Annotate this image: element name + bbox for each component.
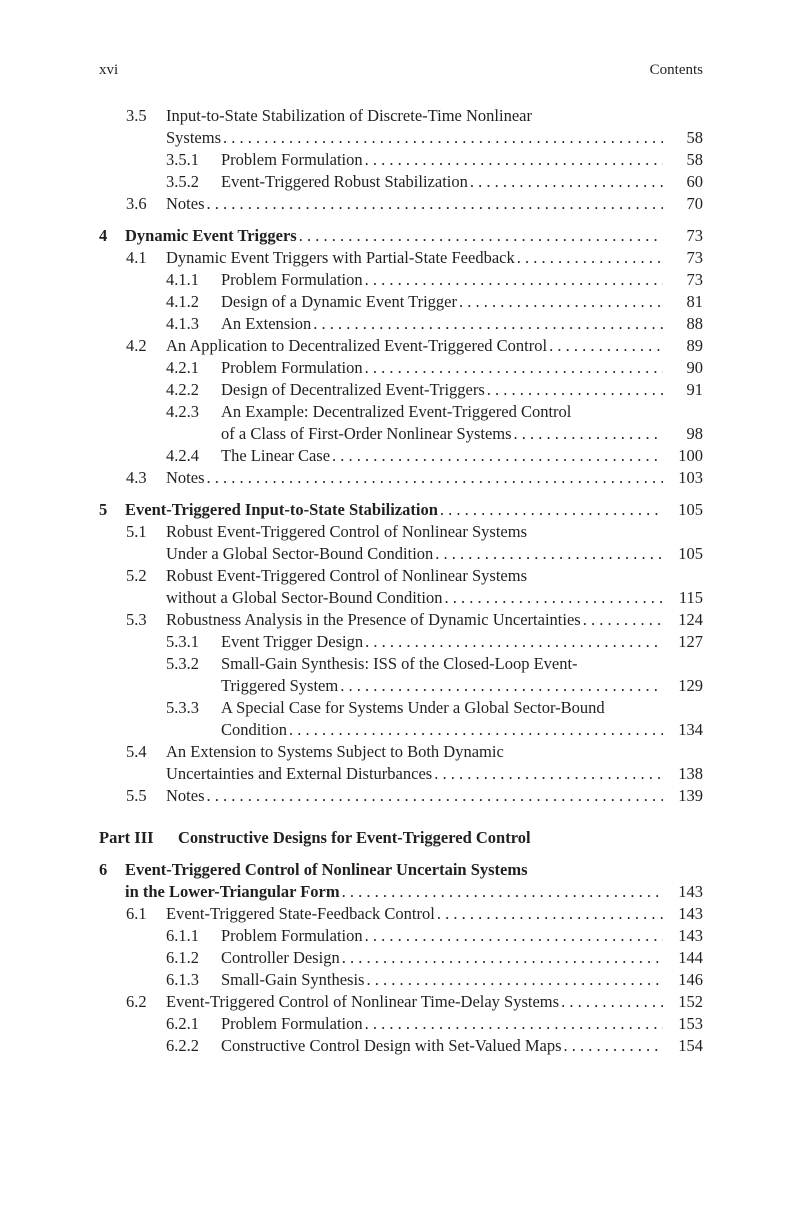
entry-number: 4.2.2 <box>166 380 199 399</box>
entry-page: 144 <box>678 948 703 967</box>
entry-number: 6.1.3 <box>166 970 199 989</box>
leader-dots <box>435 543 663 565</box>
leader-dots <box>514 423 663 445</box>
toc-entry-5-3[interactable] <box>99 609 703 631</box>
entry-title: Notes <box>166 468 205 487</box>
entry-title: Problem Formulation <box>221 358 363 377</box>
toc-entry-5-4-continued[interactable] <box>99 763 703 785</box>
entry-number: 6.2.2 <box>166 1036 199 1055</box>
entry-title: Design of Decentralized Event-Triggers <box>221 380 485 399</box>
toc-entry-4-2[interactable] <box>99 335 703 357</box>
toc-entry-4-3[interactable] <box>99 467 703 489</box>
toc-entry-4-2-3[interactable] <box>99 401 703 423</box>
leader-dots <box>437 903 663 925</box>
chapter-title: Event-Triggered Control of Nonlinear Uncertain Systems <box>125 860 528 879</box>
entry-title-continued: of a Class of First-Order Nonlinear Systems <box>221 424 512 443</box>
entry-page: 146 <box>678 970 703 989</box>
entry-page: 58 <box>686 128 703 147</box>
entry-page: 127 <box>678 632 703 651</box>
toc-entry-3-6[interactable] <box>99 193 703 215</box>
running-title: Contents <box>649 62 703 78</box>
leader-dots <box>561 991 663 1013</box>
entry-number: 5.4 <box>126 742 147 761</box>
entry-number: 3.6 <box>126 194 147 213</box>
entry-page: 73 <box>686 248 703 267</box>
entry-page: 129 <box>678 676 703 695</box>
entry-title-continued: Under a Global Sector-Bound Condition <box>166 544 434 563</box>
entry-page: 58 <box>686 150 703 169</box>
leader-dots <box>342 947 663 969</box>
toc-entry-5-1-continued[interactable] <box>99 543 703 565</box>
entry-page: 139 <box>678 786 703 805</box>
leader-dots <box>299 225 663 247</box>
entry-title: Problem Formulation <box>221 270 363 289</box>
entry-title-continued: Condition <box>221 720 288 739</box>
entry-number: 6.1 <box>126 904 147 923</box>
entry-page: 70 <box>686 194 703 213</box>
entry-title-continued: Systems <box>166 128 222 147</box>
entry-title-continued: without a Global Sector-Bound Condition <box>166 588 443 607</box>
entry-number: 5.5 <box>126 786 147 805</box>
toc-entry-5-3-3[interactable] <box>99 697 703 719</box>
entry-title: Problem Formulation <box>221 926 363 945</box>
entry-number: 6.1.1 <box>166 926 199 945</box>
entry-page: 98 <box>686 424 703 443</box>
chapter-page: 105 <box>678 500 703 519</box>
leader-dots <box>207 193 664 215</box>
entry-page: 91 <box>686 380 703 399</box>
toc-entry-5-4[interactable] <box>99 741 703 763</box>
entry-title: Robustness Analysis in the Presence of Dynamic Uncertainties <box>166 610 581 629</box>
entry-title: The Linear Case <box>221 446 331 465</box>
leader-dots <box>564 1035 663 1057</box>
entry-title: Robust Event-Triggered Control of Nonlinear Systems <box>166 522 527 541</box>
entry-title: Event-Triggered State-Feedback Control <box>166 904 435 923</box>
toc-entry-6-2-2[interactable] <box>99 1035 703 1057</box>
toc-entry-5-2[interactable] <box>99 565 703 587</box>
entry-title: Controller Design <box>221 948 340 967</box>
entry-page: 153 <box>678 1014 703 1033</box>
part-number: Part III <box>99 828 154 847</box>
toc-entry-3-5[interactable] <box>99 105 703 127</box>
entry-number: 5.3.2 <box>166 654 199 673</box>
toc-entry-5-1[interactable] <box>99 521 703 543</box>
entry-page: 134 <box>678 720 703 739</box>
spacer <box>99 489 703 499</box>
entry-title-continued: Triggered System <box>221 676 339 695</box>
toc-chapter-4[interactable] <box>99 225 703 247</box>
toc-entry-5-5[interactable] <box>99 785 703 807</box>
toc-entry-6-1-2[interactable] <box>99 947 703 969</box>
entry-title: Dynamic Event Triggers with Partial-State Feedback <box>166 248 515 267</box>
entry-page: 138 <box>678 764 703 783</box>
leader-dots <box>365 149 663 171</box>
toc-entry-4-2-4[interactable] <box>99 445 703 467</box>
toc-entry-4-1-3[interactable] <box>99 313 703 335</box>
chapter-page: 143 <box>678 882 703 901</box>
toc-chapter-5[interactable] <box>99 499 703 521</box>
leader-dots <box>223 127 663 149</box>
chapter-page: 73 <box>686 226 703 245</box>
toc-entry-4-1-2[interactable] <box>99 291 703 313</box>
entry-number: 5.3.1 <box>166 632 199 651</box>
leader-dots <box>583 609 663 631</box>
leader-dots <box>366 969 663 991</box>
leader-dots <box>365 631 663 653</box>
toc-entry-6-1-3[interactable] <box>99 969 703 991</box>
entry-number: 5.3 <box>126 610 147 629</box>
leader-dots <box>342 881 663 903</box>
chapter-number: 5 <box>99 500 108 519</box>
entry-title: An Application to Decentralized Event-Triggered Control <box>166 336 548 355</box>
page-number: xvi <box>99 62 119 78</box>
toc-entry-5-3-2[interactable] <box>99 653 703 675</box>
entry-page: 115 <box>678 588 703 607</box>
entry-number: 5.2 <box>126 566 147 585</box>
entry-page: 60 <box>686 172 703 191</box>
toc-entry-5-3-3-continued[interactable] <box>99 719 703 741</box>
entry-title: An Extension <box>221 314 312 333</box>
entry-page: 124 <box>678 610 703 629</box>
entry-page: 88 <box>686 314 703 333</box>
leader-dots <box>459 291 663 313</box>
leader-dots <box>470 171 663 193</box>
entry-number: 4.2 <box>126 336 147 355</box>
chapter-title: Dynamic Event Triggers <box>125 226 297 245</box>
leader-dots <box>365 269 663 291</box>
leader-dots <box>365 925 663 947</box>
entry-page: 90 <box>686 358 703 377</box>
entry-title: A Special Case for Systems Under a Global Sector-Bound <box>221 698 605 717</box>
toc-entry-6-2-1[interactable] <box>99 1013 703 1035</box>
entry-number: 5.3.3 <box>166 698 199 717</box>
entry-number: 4.1.1 <box>166 270 199 289</box>
entry-page: 89 <box>686 336 703 355</box>
toc-entry-3-5-2[interactable] <box>99 171 703 193</box>
spacer <box>99 807 703 827</box>
entry-number: 4.2.3 <box>166 402 199 421</box>
toc-entry-4-1-1[interactable] <box>99 269 703 291</box>
leader-dots <box>365 1013 663 1035</box>
toc-chapter-6-continued[interactable] <box>99 881 703 903</box>
entry-number: 6.1.2 <box>166 948 199 967</box>
entry-title: Input-to-State Stabilization of Discrete-Time Nonlinear <box>166 106 532 125</box>
leader-dots <box>434 763 663 785</box>
entry-title: Design of a Dynamic Event Trigger <box>221 292 458 311</box>
entry-title: Small-Gain Synthesis: ISS of the Closed-Loop Event- <box>221 654 578 673</box>
entry-number: 3.5.2 <box>166 172 199 191</box>
entry-number: 4.2.4 <box>166 446 199 465</box>
entry-page: 154 <box>678 1036 703 1055</box>
leader-dots <box>487 379 663 401</box>
entry-title: Event-Triggered Robust Stabilization <box>221 172 468 191</box>
toc-entry-5-3-2-continued[interactable] <box>99 675 703 697</box>
entry-title: Notes <box>166 194 205 213</box>
leader-dots <box>207 785 664 807</box>
chapter-title: Event-Triggered Input-to-State Stabilization <box>125 500 438 519</box>
toc-entry-6-1[interactable] <box>99 903 703 925</box>
table-of-contents <box>99 105 703 1057</box>
chapter-number: 4 <box>99 226 108 245</box>
entry-page: 81 <box>686 292 703 311</box>
entry-title: Problem Formulation <box>221 150 363 169</box>
toc-entry-3-5-continued[interactable] <box>99 127 703 149</box>
toc-entry-4-1[interactable] <box>99 247 703 269</box>
leader-dots <box>207 467 664 489</box>
entry-number: 4.1 <box>126 248 147 267</box>
toc-part-3[interactable] <box>99 827 703 849</box>
entry-number: 4.1.2 <box>166 292 199 311</box>
toc-entry-4-2-3-continued[interactable] <box>99 423 703 445</box>
entry-page: 105 <box>678 544 703 563</box>
entry-number: 6.2 <box>126 992 147 1011</box>
entry-page: 152 <box>678 992 703 1011</box>
leader-dots <box>440 499 663 521</box>
toc-entry-5-2-continued[interactable] <box>99 587 703 609</box>
entry-page: 143 <box>678 904 703 923</box>
leader-dots <box>289 719 663 741</box>
toc-entry-6-1-1[interactable] <box>99 925 703 947</box>
spacer <box>99 849 703 859</box>
entry-number: 3.5.1 <box>166 150 199 169</box>
entry-number: 6.2.1 <box>166 1014 199 1033</box>
entry-title-continued: Uncertainties and External Disturbances <box>166 764 433 783</box>
entry-page: 100 <box>678 446 703 465</box>
entry-number: 4.1.3 <box>166 314 199 333</box>
part-title: Constructive Designs for Event-Triggered Control <box>178 828 531 847</box>
entry-title: Notes <box>166 786 205 805</box>
entry-number: 3.5 <box>126 106 147 125</box>
toc-entry-4-2-2[interactable] <box>99 379 703 401</box>
leader-dots <box>517 247 663 269</box>
toc-entry-4-2-1[interactable] <box>99 357 703 379</box>
leader-dots <box>332 445 663 467</box>
leader-dots <box>549 335 663 357</box>
entry-number: 4.2.1 <box>166 358 199 377</box>
entry-page: 73 <box>686 270 703 289</box>
entry-title: Event-Triggered Control of Nonlinear Time-Delay Systems <box>166 992 560 1011</box>
chapter-number: 6 <box>99 860 108 879</box>
leader-dots <box>340 675 663 697</box>
entry-title: Robust Event-Triggered Control of Nonlinear Systems <box>166 566 527 585</box>
entry-title: Constructive Control Design with Set-Valued Maps <box>221 1036 562 1055</box>
entry-number: 4.3 <box>126 468 147 487</box>
toc-chapter-6[interactable] <box>99 859 703 881</box>
spacer <box>99 215 703 225</box>
entry-title: An Extension to Systems Subject to Both Dynamic <box>166 742 504 761</box>
toc-entry-3-5-1[interactable] <box>99 149 703 171</box>
entry-page: 103 <box>678 468 703 487</box>
entry-title: An Example: Decentralized Event-Triggered Control <box>221 402 572 421</box>
toc-entry-6-2[interactable] <box>99 991 703 1013</box>
chapter-title-continued: in the Lower-Triangular Form <box>125 882 340 901</box>
leader-dots <box>444 587 663 609</box>
leader-dots <box>365 357 663 379</box>
leader-dots <box>313 313 663 335</box>
entry-page: 143 <box>678 926 703 945</box>
toc-entry-5-3-1[interactable] <box>99 631 703 653</box>
entry-title: Event Trigger Design <box>221 632 364 651</box>
entry-title: Small-Gain Synthesis <box>221 970 365 989</box>
entry-title: Problem Formulation <box>221 1014 363 1033</box>
entry-number: 5.1 <box>126 522 147 541</box>
